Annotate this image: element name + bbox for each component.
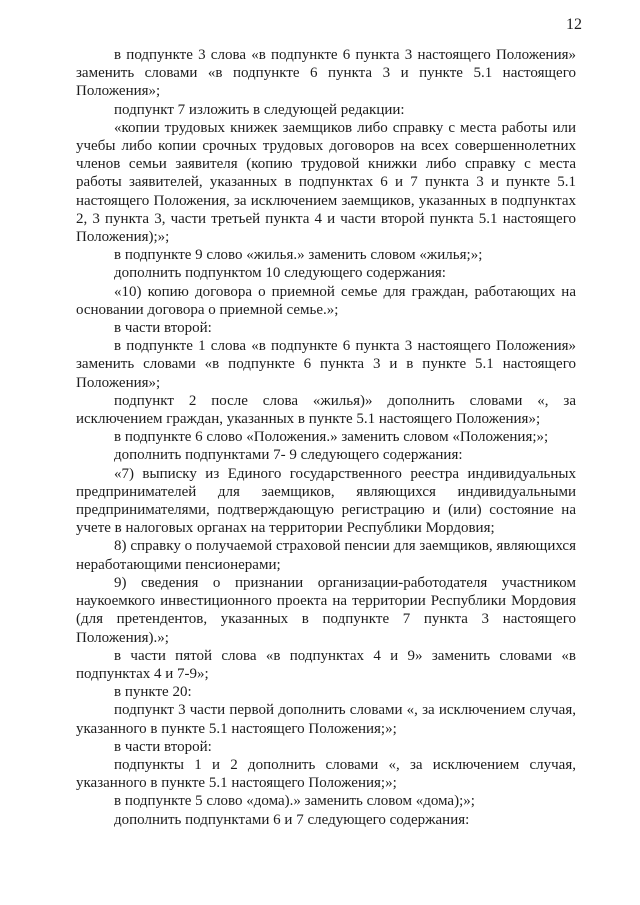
paragraph: в пункте 20: — [114, 684, 192, 701]
paragraph: «7) выписку из Единого государственного реестра индивидуальных предпринимателей для заемщиков, являющихся индивидуальными предпринимателями, подтверждающую регистрацию и (или) состояние на учете в налоговых органах на территории Республики Мордовия; — [76, 465, 576, 537]
paragraph: дополнить подпунктом 10 следующего содержания: — [114, 265, 446, 282]
paragraph: в части второй: — [114, 738, 212, 755]
paragraph: подпункты 1 и 2 дополнить словами «, за исключением случая, указанного в пункте 5.1 настоящего Положения;»; — [76, 756, 576, 792]
paragraph: дополнить подпунктами 6 и 7 следующего содержания: — [114, 811, 470, 828]
paragraph: 9) сведения о признании организации-работодателя участником наукоемкого инвестиционного проекта на территории Республики Мордовия (для претендентов, указанных в подпункте 7 пункта 3 настоящего Положения).»; — [76, 574, 576, 646]
paragraph: «копии трудовых книжек заемщиков либо справку с места работы или учебы либо копии срочных трудовых договоров на всех совершеннолетних членов семьи заявителя (копию трудовой книжки либо справку с места работы заявителей, указанных в подпунктах 6 и 7 пункта 3 и пункте 5.1 настоящего Положения, за исключением заемщиков, указанных в подпунктах 2, 3 пункта 3, части третьей пункта 4 и части второй пункта 5.1 настоящего Положения);»; — [76, 119, 576, 246]
paragraph: подпункт 2 после слова «жилья)» дополнить словами «, за исключением граждан, указанных в пункте 5.1 настоящего Положения»; — [76, 392, 576, 428]
paragraph: 8) справку о получаемой страховой пенсии для заемщиков, являющихся неработающими пенсионерами; — [76, 538, 576, 573]
paragraph: подпункт 3 части первой дополнить словами «, за исключением случая, указанного в пункте 5.1 настоящего Положения;»; — [76, 702, 576, 737]
paragraph: в части второй: — [114, 320, 212, 337]
paragraph: в части пятой слова «в подпунктах 4 и 9» заменить словами «в подпунктах 4 и 7-9»; — [76, 647, 576, 682]
paragraph: дополнить подпунктами 7- 9 следующего содержания: — [114, 447, 463, 464]
paragraph: подпункт 7 изложить в следующей редакции: — [114, 101, 405, 118]
paragraph: в подпункте 1 слова «в подпункте 6 пункта 3 настоящего Положения» заменить словами «в подпункте 6 пункта 3 и в пункте 5.1 настоящего Положения»; — [76, 338, 576, 391]
paragraph: в подпункте 3 слова «в подпункте 6 пункта 3 настоящего Положения» заменить словами «в подпункте 6 пункта 3 и пункте 5.1 настоящего Положения»; — [76, 47, 576, 100]
document-body — [76, 46, 576, 829]
page-number: 12 — [566, 16, 582, 33]
paragraph: «10) копию договора о приемной семье для граждан, работающих на основании договора о приемной семье.»; — [76, 283, 576, 318]
paragraph: в подпункте 9 слово «жилья.» заменить словом «жилья;»; — [114, 247, 483, 264]
paragraph: в подпункте 6 слово «Положения.» заменить словом «Положения;»; — [114, 429, 549, 446]
paragraph: в подпункте 5 слово «дома).» заменить словом «дома);»; — [114, 793, 475, 810]
